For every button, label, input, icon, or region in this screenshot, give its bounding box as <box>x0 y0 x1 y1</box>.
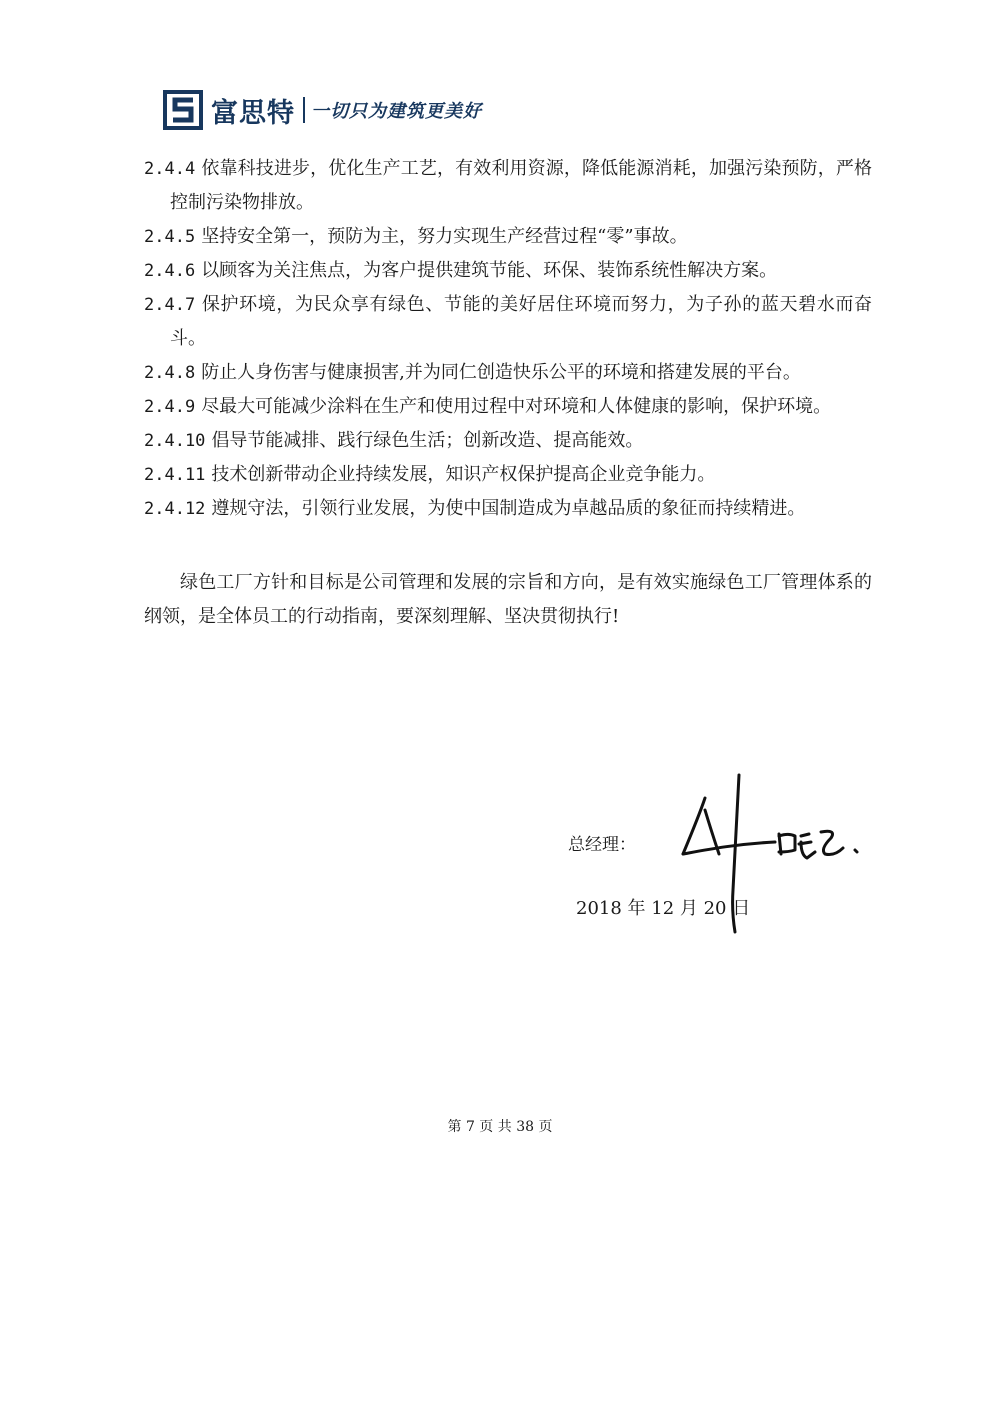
list-item <box>144 220 872 254</box>
item-text: 尽最大可能减少涂料在生产和使用过程中对环境和人体健康的影响，保护环境。 <box>201 396 832 417</box>
signature-date: 2018 年 12 月 20 日 <box>576 898 751 919</box>
closing-paragraph: 绿色工厂方针和目标是公司管理和发展的宗旨和方向，是有效实施绿色工厂管理体系的纲领，是全体员工的行动指南，要深刻理解、坚决贯彻执行! <box>144 572 872 627</box>
item-number: 2.4.7 <box>144 295 196 315</box>
list-item <box>144 424 872 458</box>
item-text: 以顾客为关注焦点，为客户提供建筑节能、环保、装饰系统性解决方案。 <box>201 260 778 281</box>
item-number: 2.4.4 <box>144 159 196 179</box>
item-number: 2.4.10 <box>144 431 206 451</box>
handwritten-signature <box>675 770 875 940</box>
page-footer: 第 7 页 共 38 页 <box>447 1119 553 1135</box>
fst-logo-icon <box>163 90 203 130</box>
item-text: 防止人身伤害与健康损害,并为同仁创造快乐公平的环境和搭建发展的平台。 <box>201 362 801 383</box>
item-text: 技术创新带动企业持续发展，知识产权保护提高企业竞争能力。 <box>211 464 716 485</box>
item-text: 坚持安全第一，预防为主，努力实现生产经营过程“零”事故。 <box>201 226 688 247</box>
item-text: 保护环境，为民众享有绿色、节能的美好居住环境而努力，为子孙的蓝天碧水而奋斗。 <box>170 294 872 349</box>
signatory-label: 总经理： <box>568 835 636 855</box>
list-item <box>144 458 872 492</box>
brand-name: 富思特 <box>211 97 295 129</box>
brand-separator <box>303 97 305 123</box>
list-item <box>144 254 872 288</box>
item-number: 2.4.12 <box>144 499 206 519</box>
list-item <box>144 390 872 424</box>
list-item <box>144 492 872 526</box>
item-text: 倡导节能减排、践行绿色生活；创新改造、提高能效。 <box>211 430 644 451</box>
list-item <box>144 288 872 356</box>
page-header <box>163 88 482 132</box>
document-body <box>144 152 872 634</box>
item-number: 2.4.11 <box>144 465 206 485</box>
item-number: 2.4.9 <box>144 397 196 417</box>
list-item <box>144 152 872 220</box>
item-number: 2.4.6 <box>144 261 196 281</box>
item-number: 2.4.8 <box>144 363 196 383</box>
item-text: 遵规守法，引领行业发展，为使中国制造成为卓越品质的象征而持续精进。 <box>211 498 806 519</box>
item-number: 2.4.5 <box>144 227 196 247</box>
item-text: 依靠科技进步，优化生产工艺，有效利用资源，降低能源消耗，加强污染预防，严格控制污染物排放。 <box>170 158 872 213</box>
brand-slogan: 一切只为建筑更美好 <box>311 101 482 122</box>
list-item <box>144 356 872 390</box>
